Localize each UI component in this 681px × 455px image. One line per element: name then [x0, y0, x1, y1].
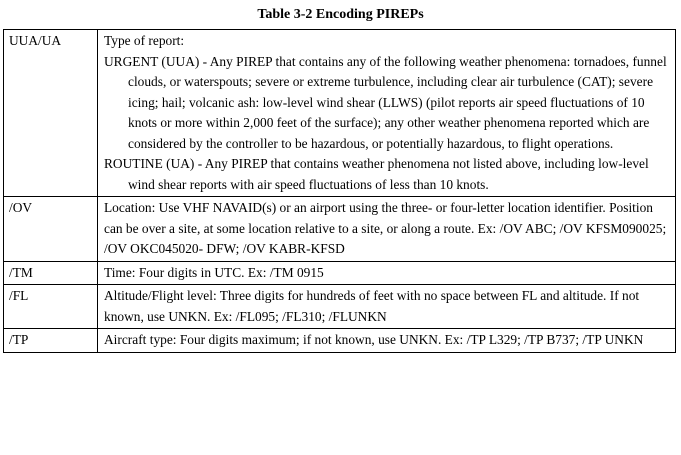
row-code: UUA/UA	[4, 30, 98, 197]
routine-report-text: ROUTINE (UA) - Any PIREP that contains weather phenomena not listed above, including low-level wind shear reports with air speed fluctuations of less than 10 knots.	[104, 156, 649, 192]
table-row-uua-ua	[4, 30, 676, 197]
pirep-encoding-table	[3, 29, 676, 353]
row-description: Altitude/Flight level: Three digits for hundreds of feet with no space between FL and altitude. If not known, use UNKN. Ex: /FL095; /FL310; /FLUNKN	[98, 285, 676, 329]
row-description: Time: Four digits in UTC. Ex: /TM 0915	[98, 261, 676, 285]
row-code: /TP	[4, 329, 98, 353]
urgent-report-text: URGENT (UUA) - Any PIREP that contains any of the following weather phenomena: tornadoes, funnel clouds, or waterspouts; severe or extreme turbulence, including clear air turbulence (CAT); severe icing; hail; volcanic ash: low-level wind shear (LLWS) (pilot reports air speed fluctuations of 10 knots or more within 2,000 feet of the surface); any other weather phenomena reported which are considered by the controller to be hazardous, or potentially hazardous, to flight operations.	[104, 53, 667, 151]
row-description	[98, 30, 676, 197]
table-row-ov	[4, 197, 676, 262]
table-row-fl	[4, 285, 676, 329]
type-of-report-heading: Type of report:	[104, 33, 185, 48]
row-code: /FL	[4, 285, 98, 329]
row-description: Aircraft type: Four digits maximum; if not known, use UNKN. Ex: /TP L329; /TP B737; /TP UNKN	[98, 329, 676, 353]
row-description: Location: Use VHF NAVAID(s) or an airport using the three- or four-letter location identifier. Position can be over a site, at some location relative to a site, or along a route. Ex: /OV ABC; /OV KFSM090025; /OV OKC045020- DFW; /OV KABR-KFSD	[98, 197, 676, 262]
row-code: /OV	[4, 197, 98, 262]
table-title: Table 3-2 Encoding PIREPs	[257, 7, 424, 22]
table-row-tm	[4, 261, 676, 285]
row-code: /TM	[4, 261, 98, 285]
table-row-tp	[4, 329, 676, 353]
